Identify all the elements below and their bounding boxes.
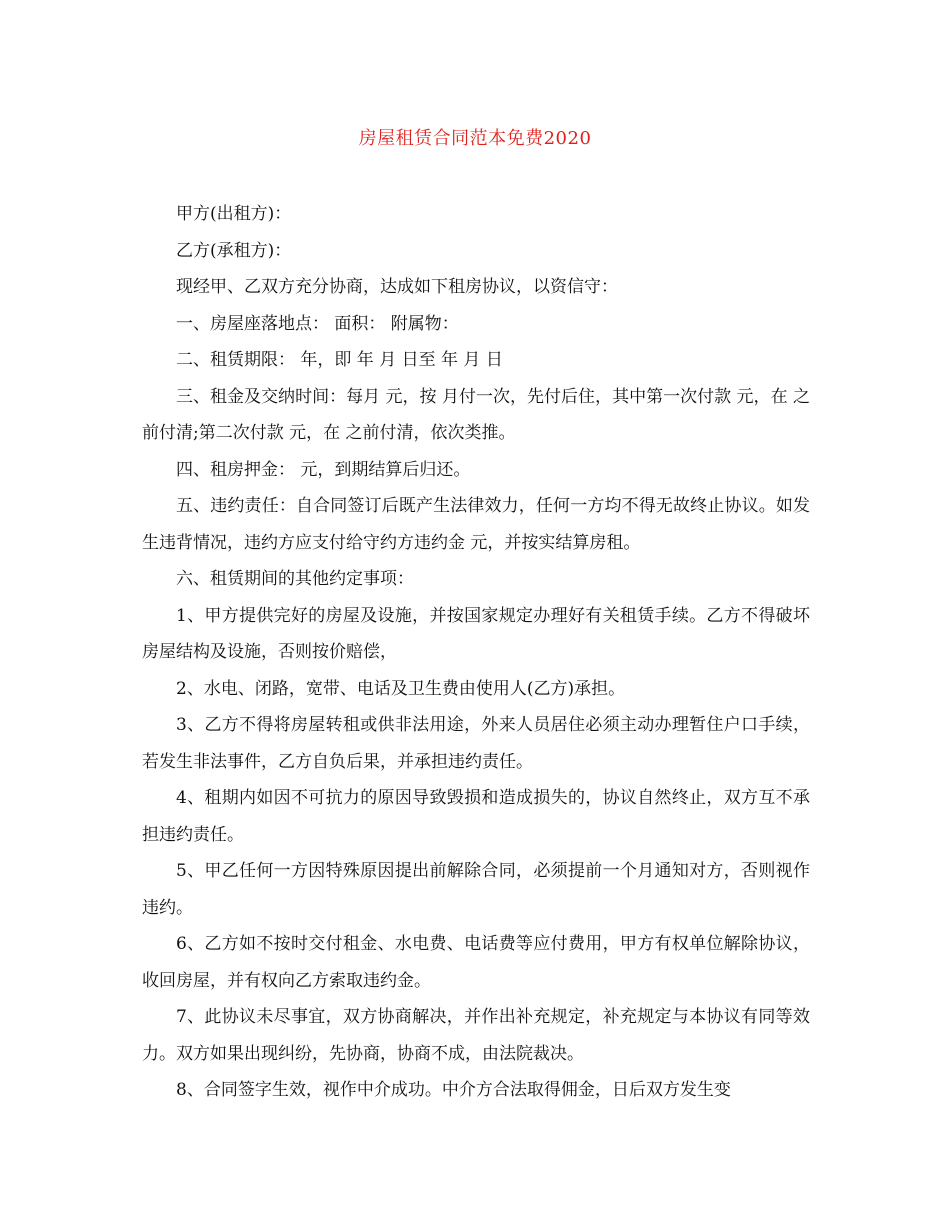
paragraph-item-7: 7、此协议未尽事宜，双方协商解决，并作出补充规定，补充规定与本协议有同等效力。双方如果出现纠纷，先协商，协商不成，由法院裁决。 — [142, 1007, 810, 1064]
paragraph-item-5: 5、甲乙任何一方因特殊原因提出前解除合同，必须提前一个月通知对方，否则视作违约。 — [142, 861, 810, 918]
paragraph-clause-3: 三、租金及交纳时间：每月 元，按 月付一次，先付后住，其中第一次付款 元，在 之前付清;第二次付款 元，在 之前付清，依次类推。 — [142, 386, 810, 443]
paragraph-clause-5: 五、违约责任：自合同签订后既产生法律效力，任何一方均不得无故终止协议。如发生违背情况，违约方应支付给守约方违约金 元，并按实结算房租。 — [142, 496, 810, 553]
paragraph-party-b: 乙方(承租方)： — [176, 240, 292, 261]
paragraph-item-8: 8、合同签字生效，视作中介成功。中介方合法取得佣金，日后双方发生变 — [176, 1080, 731, 1100]
paragraph-item-2: 2、水电、闭路，宽带、电话及卫生费由使用人(乙方)承担。 — [176, 678, 626, 699]
paragraph-clause-1: 一、房屋座落地点： 面积： 附属物： — [176, 313, 459, 334]
document-title: 房屋租赁合同范本免费2020 — [358, 128, 592, 149]
document-body — [142, 196, 810, 1109]
paragraph-clause-6: 六、租赁期间的其他约定事项： — [176, 569, 414, 589]
paragraph-item-4: 4、租期内如因不可抗力的原因导致毁损和造成损失的，协议自然终止，双方互不承担违约责任。 — [142, 788, 810, 845]
paragraph-item-1: 1、甲方提供完好的房屋及设施，并按国家规定办理好有关租赁手续。乙方不得破坏房屋结构及设施，否则按价赔偿， — [142, 605, 810, 662]
paragraph-party-a: 甲方(出租方)： — [176, 204, 292, 224]
paragraph-preamble: 现经甲、乙双方充分协商，达成如下租房协议，以资信守： — [176, 277, 618, 297]
paragraph-item-6: 6、乙方如不按时交付租金、水电费、电话费等应付费用，甲方有权单位解除协议，收回房屋，并有权向乙方索取违约金。 — [142, 934, 810, 991]
paragraph-clause-2: 二、租赁期限： 年，即 年 月 日至 年 月 日 — [176, 350, 503, 370]
paragraph-item-3: 3、乙方不得将房屋转租或供非法用途，外来人员居住必须主动办理暂住户口手续，若发生非法事件，乙方自负后果，并承担违约责任。 — [142, 715, 810, 772]
paragraph-clause-4: 四、租房押金： 元，到期结算后归还。 — [176, 459, 471, 480]
